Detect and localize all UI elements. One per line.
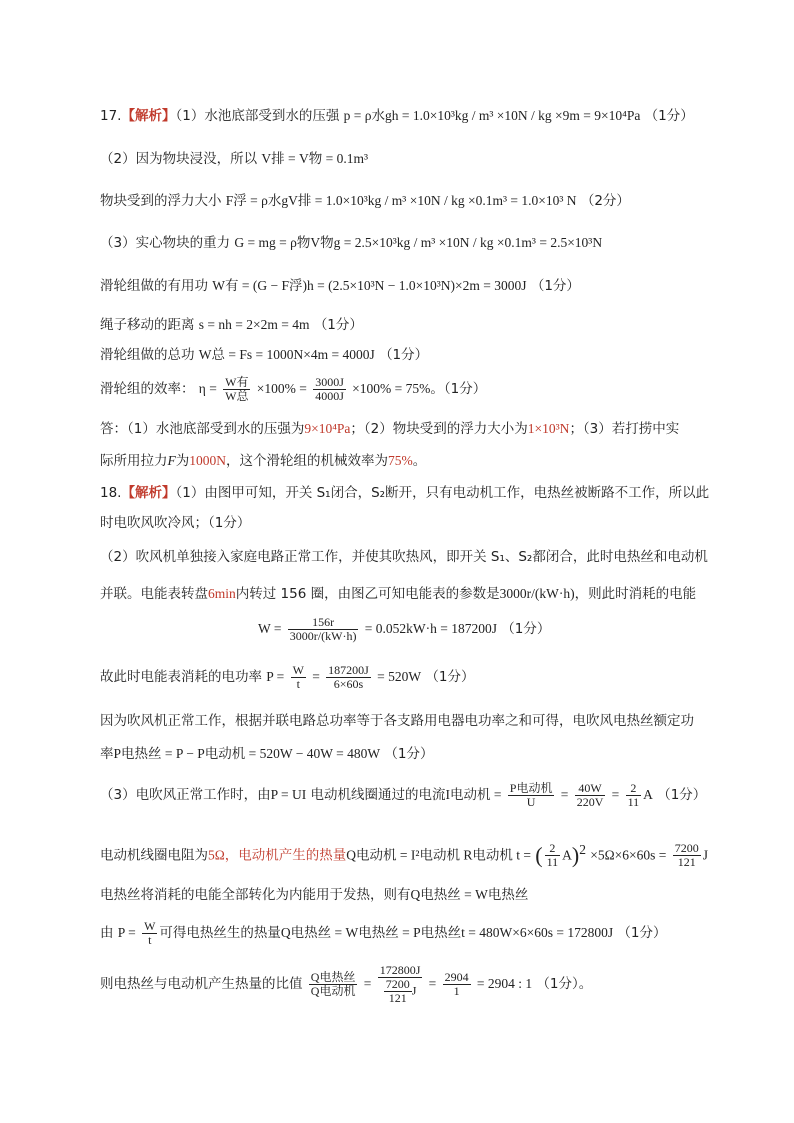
fraction-denominator: 220V (576, 794, 604, 809)
fraction (288, 616, 359, 643)
q17-text: （3）实心物块的重力 (100, 235, 231, 251)
q18-tag: 【解析】 (121, 485, 176, 501)
formula-part: Q电热丝 = W电热丝 = P电热丝t = 480W×6×60s = 172800J (280, 925, 614, 940)
q18-score: （1分） (657, 787, 707, 803)
fraction-denominator: W总 (225, 388, 249, 403)
q18-line-11 (100, 886, 528, 904)
q18-text: （1）由图甲可知，开关 S₁闭合，S₂断开，只有电动机工作，电热丝被断路不工作，所以此 (175, 485, 710, 501)
q17-formula: p = ρ水gh = 1.0×10³kg / m³ ×10N / kg ×9m = 9×10⁴Pa (343, 108, 641, 123)
fraction (384, 978, 412, 1005)
q18-score: （1分） (501, 621, 551, 637)
q18-score: （1分） (617, 925, 667, 941)
answer-value: 75% (388, 453, 413, 468)
answer-value: 9×10⁴Pa (304, 421, 351, 436)
answer-text: 为 (175, 453, 190, 469)
fraction (545, 842, 561, 869)
q18-text: （2）吹风机单独接入家庭电路正常工作，并使其吹热风，即开关 S₁、S₂都闭合，此时电热丝和电动机 (100, 549, 708, 565)
fraction-numerator: 2 (545, 842, 561, 856)
q18-text: 由 (100, 925, 114, 941)
q17-text: 滑轮组做的有用功 (100, 278, 208, 294)
answer-value: 1×10³N (527, 421, 570, 436)
formula-part: A (643, 787, 653, 802)
fraction-denominator: 4000J (315, 388, 344, 403)
answer-value: 1000N (189, 453, 226, 468)
q18-text: 率 (100, 746, 114, 762)
q17-line-4 (100, 234, 602, 252)
q18-power-line (100, 660, 474, 694)
q17-line-3 (100, 192, 630, 210)
formula-part: Q电动机 = I²电动机 R电动机 t = (346, 847, 531, 863)
answer-text: ；（3）若打捞中实 (569, 421, 680, 437)
q18-text: 可得电热丝生的热量 (159, 925, 281, 941)
fraction-denominator: 1 (453, 983, 460, 998)
fraction-denominator: 6×60s (333, 676, 364, 691)
fraction-denominator: 121 (388, 990, 407, 1005)
q17-text: 滑轮组做的总功 (100, 347, 195, 363)
formula-part: P = (117, 925, 136, 940)
answer-text: 际所用拉力 (100, 453, 168, 469)
q17-formula: ×100% = 75% (352, 381, 431, 396)
q18-score: （1分） (425, 669, 475, 685)
fraction (443, 971, 471, 998)
fraction-denominator: t (148, 932, 152, 947)
q18-score: （1分） (384, 746, 434, 762)
q18-current-line (100, 778, 706, 812)
q18-text: 电热丝将消耗的电能全部转化为内能用于发热，则有 (100, 887, 411, 903)
q18-text: （3）电吹风正常工作时，由 (100, 787, 271, 803)
q17-text: （1）水池底部受到水的压强 (175, 108, 340, 124)
q18-line-3 (100, 548, 708, 566)
fraction-denominator: t (296, 676, 300, 691)
nested-fraction (378, 964, 423, 1005)
exponent: 2 (579, 842, 586, 857)
fraction-denominator: 121 (677, 855, 696, 869)
formula-part: = (611, 787, 620, 802)
fraction-numerator: 156r (288, 616, 359, 630)
fraction-numerator: W (292, 662, 304, 677)
fraction-denominator: 11 (546, 855, 559, 869)
q17-line-8 (100, 374, 486, 404)
q18-text: 电动机线圈通过的电流 (310, 787, 446, 803)
formula-part: P = UI (270, 787, 307, 802)
fraction (291, 664, 306, 691)
q18-text: 电动机线圈电阻为 (100, 847, 208, 864)
fraction-numerator: W有 (225, 374, 249, 389)
q18-text: 则电热丝与电动机产生热量的比值 (100, 976, 303, 992)
fraction-numerator: 40W (575, 782, 606, 796)
formula-part: = (560, 787, 569, 802)
q17-text: （2）因为物块浸没，所以 (100, 151, 258, 167)
q18-text: 因为吹风机正常工作，根据并联电路总功率等于各支路用电器电功率之和可得，电吹风电热丝额定功 (100, 713, 694, 729)
fraction (309, 971, 358, 998)
resistance-value: 5Ω (208, 847, 225, 863)
q17-score: 。（1分） (430, 381, 487, 397)
q17-formula: W有 = (G − F浮)h = (2.5×10³N − 1.0×10³N)×2m = 3000J (212, 278, 527, 293)
fraction-numerator: 7200 (385, 976, 410, 991)
q17-score: （1分） (313, 317, 363, 333)
formula-part: J (411, 982, 417, 997)
q17-line-1 (100, 107, 694, 125)
formula-part: = 0.052kW·h = 187200J (364, 621, 497, 636)
q17-text: 物块受到的浮力大小 (100, 193, 222, 209)
q17-score: （1分） (644, 108, 694, 124)
q17-label: 17. (100, 108, 122, 124)
q17-formula: V排 = V物 = 0.1m³ (261, 151, 369, 166)
q17-formula: F浮 = ρ水gV排 = 1.0×10³kg / m³ ×10N / kg ×0.1m³ = 1.0×10³ N (225, 193, 577, 208)
formula-part: = 2904 : 1 (476, 976, 533, 991)
fraction-numerator: 2904 (444, 969, 469, 984)
answer-text: 。 (412, 453, 427, 469)
q18-label: 18. (100, 485, 122, 501)
q17-score: （1分） (530, 278, 580, 294)
formula-part: = (363, 976, 372, 991)
q18-score: （1分）。 (536, 976, 593, 992)
fraction-denominator: U (526, 794, 536, 809)
answer-text: 答：（1）水池底部受到水的压强为 (100, 421, 305, 437)
q18-ratio-line (100, 958, 592, 1010)
q18-line-7 (100, 712, 694, 730)
fraction-denominator: 11 (627, 794, 640, 809)
force-symbol: F (167, 453, 176, 468)
q18-text: ，则此时消耗的电能 (574, 586, 697, 602)
fraction-numerator: P电动机 (509, 780, 553, 795)
q18-heat-motor-line (100, 832, 708, 874)
fraction (575, 782, 606, 809)
q18-line-1 (100, 484, 709, 502)
fraction-numerator: W (144, 918, 156, 933)
fraction (142, 920, 157, 947)
q18-text: 并联。电能表转盘 (100, 586, 208, 602)
eta-symbol: η = (198, 381, 217, 396)
fraction-numerator: 2 (626, 782, 642, 796)
fraction-denominator: 3000r/(kW·h) (289, 628, 357, 643)
fraction-numerator: 3000J (315, 374, 344, 389)
fraction-numerator: 187200J (328, 662, 369, 677)
formula-part: W = (258, 621, 282, 636)
answer-text: ，这个滑轮组的机械效率为 (226, 453, 388, 469)
fraction-numerator: Q电热丝 (310, 969, 356, 984)
formula-part: A (562, 847, 572, 863)
time-value: 6min (208, 586, 236, 601)
q17-tag: 【解析】 (121, 108, 176, 124)
fraction (626, 782, 642, 809)
q17-text: 滑轮组的效率： (100, 381, 195, 397)
formula-part: Q电热丝 = W电热丝 (410, 887, 529, 902)
formula-part: P = (266, 669, 285, 684)
q17-score: （1分） (379, 347, 429, 363)
formula-part: ×5Ω×6×60s = (590, 847, 667, 863)
q17-formula: G = mg = ρ物V物g = 2.5×10³kg / m³ ×10N / kg ×0.1m³ = 2.5×10³N (234, 235, 603, 250)
fraction (508, 782, 555, 809)
q17-answer-line-2 (100, 452, 426, 470)
q18-line-8 (100, 745, 433, 763)
q17-line-6 (100, 316, 363, 334)
formula-part: = (428, 976, 437, 991)
answer-text: ；（2）物块受到的浮力大小为 (350, 421, 528, 437)
formula-part: P电热丝 = P − P电动机 = 520W − 40W = 480W (113, 746, 381, 761)
q18-text: 时电吹风吹冷风；（1分） (100, 515, 251, 531)
q17-formula: s = nh = 2×2m = 4m (198, 317, 310, 332)
q17-line-5 (100, 277, 580, 295)
q17-text: 绳子移动的距离 (100, 317, 195, 333)
fraction-numerator: 172800J (379, 962, 421, 977)
formula-part: I电动机 = (445, 787, 502, 802)
q17-formula: ×100% = (256, 381, 307, 396)
q18-energy-formula (258, 612, 550, 646)
formula-part: = 520W (377, 669, 422, 684)
q18-text: 故此时电能表消耗的电功率 (100, 669, 262, 685)
fraction-numerator: 7200 (674, 841, 699, 855)
q17-line-2 (100, 150, 368, 168)
fraction (673, 842, 701, 869)
q18-line-4 (100, 585, 696, 603)
fraction-denominator (378, 978, 423, 1005)
fraction (223, 376, 250, 403)
q18-text: 内转过 156 圈，由图乙可知电能表的参数是 (235, 586, 500, 602)
q17-answer-line-1 (100, 420, 679, 438)
close-paren: ) (571, 842, 580, 868)
fraction (326, 664, 371, 691)
q17-line-7 (100, 346, 428, 364)
q18-line-2 (100, 514, 250, 532)
q17-formula: W总 = Fs = 1000N×4m = 4000J (198, 347, 375, 362)
fraction-denominator: Q电动机 (310, 983, 356, 998)
q17-score: （2分） (580, 193, 630, 209)
q18-text: ，电动机产生的热量 (224, 847, 347, 864)
open-paren: ( (535, 842, 543, 868)
fraction (313, 376, 346, 403)
q18-heat-wire-line (100, 916, 667, 950)
formula-part: J (702, 847, 708, 863)
meter-parameter: 3000r/(kW·h) (499, 586, 575, 601)
formula-part: = (312, 669, 320, 684)
